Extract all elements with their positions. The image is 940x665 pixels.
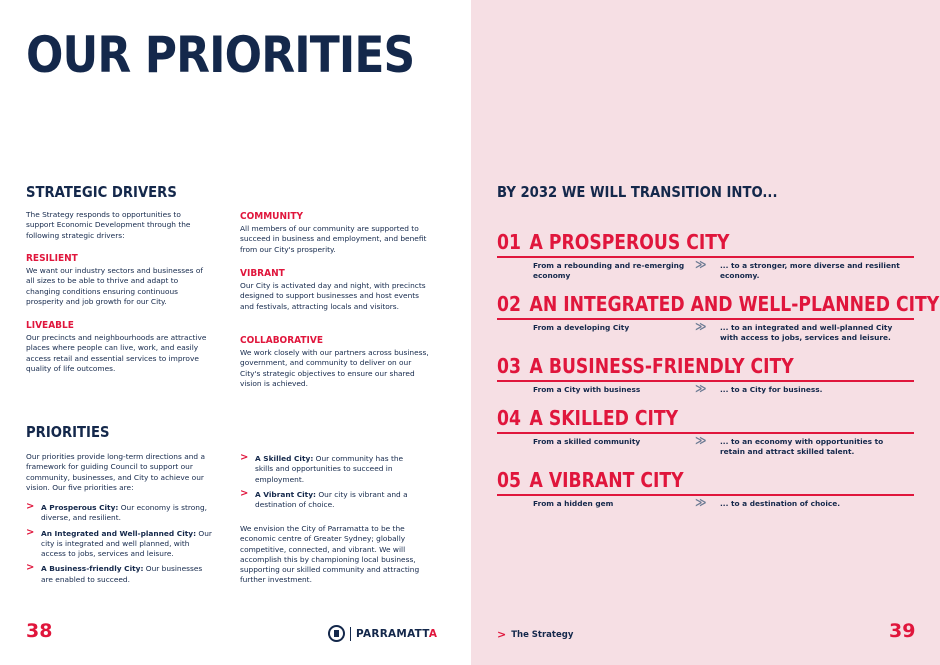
- driver-label: RESILIENT: [26, 253, 78, 264]
- priority-item: > A Business-friendly City: Our businesses are enabled to succeed.: [26, 562, 203, 584]
- double-chevron-icon: ≫: [695, 496, 707, 509]
- strategic-drivers-intro: The Strategy responds to opportunities to support Economic Development through the following strategic drivers:: [26, 210, 191, 240]
- transition-title: 01 A PROSPEROUS CITY: [497, 230, 730, 254]
- double-chevron-icon: ≫: [695, 258, 707, 271]
- transition-row: [497, 354, 914, 407]
- transition-row: [497, 230, 914, 283]
- driver-text: Our precincts and neighbourhoods are attractive places where people can live, work, and easily access retail and essential services to improve quality of life outcomes.: [26, 333, 207, 373]
- strategic-drivers-heading: STRATEGIC DRIVERS: [26, 183, 177, 201]
- bullet-arrow-icon: >: [240, 487, 249, 499]
- driver-text: Our City is activated day and night, with precincts designed to support businesses and host events and festivals, attracting locals and visitors.: [240, 281, 426, 311]
- transition-to: ... to a City for business.: [720, 385, 823, 394]
- transition-row: [497, 406, 914, 459]
- transition-detail: [497, 382, 914, 407]
- driver-resilient: [26, 253, 211, 307]
- page-title: OUR PRIORITIES: [26, 26, 415, 84]
- bullet-arrow-icon: >: [26, 501, 35, 512]
- priority-item: > An Integrated and Well-planned City: Our city is integrated and well planned, with access to jobs, services and leisure.: [26, 526, 212, 559]
- transition-to: ... to a destination of choice.: [720, 499, 841, 508]
- driver-label: VIBRANT: [240, 268, 285, 279]
- transition-detail: [497, 434, 914, 459]
- transition-detail: [497, 258, 914, 283]
- section-footer: [497, 628, 573, 641]
- priority-item: > A Vibrant City: Our city is vibrant and a destination of choice.: [240, 487, 408, 510]
- priorities-intro: Our priorities provide long-term directions and a framework for guiding Council to support our community, businesses, and City to achieve our vision. Our five priorities are:: [26, 452, 205, 492]
- transition-title: 03 A BUSINESS-FRIENDLY CITY: [497, 354, 794, 378]
- logo-divider: [350, 627, 351, 641]
- vision-statement: We envision the City of Parramatta to be the economic centre of Greater Sydney; globally competitive, connected, and vibrant. We will accomplish this by championing local business, supporting our skilled community and attracting further investment.: [240, 524, 420, 585]
- double-chevron-icon: ≫: [695, 320, 707, 333]
- parramatta-logo: [328, 625, 442, 642]
- transition-detail: [497, 320, 914, 345]
- transition-from: From a rebounding and re-emerging economy: [533, 261, 685, 280]
- driver-vibrant: [240, 268, 430, 312]
- driver-text: All members of our community are supported to succeed in business and employment, and benefit from our City's prosperity.: [240, 224, 427, 254]
- driver-label: LIVEABLE: [26, 320, 74, 331]
- page-number-right: 39: [889, 620, 916, 642]
- double-chevron-icon: ≫: [695, 382, 707, 395]
- bullet-arrow-icon: >: [26, 562, 35, 574]
- transition-to: ... to a stronger, more diverse and resilient economy.: [720, 261, 900, 280]
- driver-text: We want our industry sectors and businesses of all sizes to be able to thrive and adapt to changing conditions ensuring continuous prosperity and job growth for our City.: [26, 266, 203, 306]
- driver-label: COMMUNITY: [240, 211, 304, 222]
- transition-from: From a hidden gem: [533, 499, 614, 508]
- page-number-left: 38: [26, 620, 53, 642]
- logo-wordmark: PARRAMATTA: [356, 627, 438, 640]
- driver-liveable: [26, 320, 211, 374]
- driver-community: [240, 211, 430, 255]
- priority-item: > A Prosperous City: Our economy is strong, diverse, and resilient.: [26, 501, 207, 523]
- transition-title: 05 A VIBRANT CITY: [497, 468, 684, 492]
- transition-detail: [497, 496, 914, 521]
- priorities-list-right: [240, 454, 420, 515]
- chevron-right-icon: >: [497, 628, 507, 641]
- city-crest-icon: [328, 625, 345, 642]
- bullet-arrow-icon: >: [26, 526, 35, 538]
- driver-collaborative: [240, 335, 430, 389]
- transition-to: ... to an integrated and well-planned City with access to jobs, services and leisure.: [720, 323, 893, 342]
- transition-row: [497, 292, 940, 345]
- transition-title: 02 AN INTEGRATED AND WELL-PLANNED CITY: [497, 292, 940, 316]
- driver-text: We work closely with our partners across business, government, and community to deliver on our City's strategic objectives to ensure our shared vision is achieved.: [240, 348, 429, 388]
- transition-title: 04 A SKILLED CITY: [497, 406, 679, 430]
- transition-from: From a City with business: [533, 385, 641, 394]
- section-label: The Strategy: [511, 629, 574, 640]
- driver-label: COLLABORATIVE: [240, 335, 324, 346]
- transition-from: From a skilled community: [533, 437, 641, 446]
- double-chevron-icon: ≫: [695, 434, 707, 447]
- priority-item: > A Skilled City: Our community has the skills and opportunities to succeed in employment.: [240, 452, 404, 484]
- transition-row: [497, 468, 914, 521]
- priorities-list-left: [26, 503, 216, 590]
- transition-heading: BY 2032 WE WILL TRANSITION INTO...: [497, 183, 778, 201]
- bullet-arrow-icon: >: [240, 452, 249, 463]
- priorities-heading: PRIORITIES: [26, 423, 110, 441]
- transition-to: ... to an economy with opportunities to retain and attract skilled talent.: [720, 437, 884, 456]
- transition-from: From a developing City: [533, 323, 630, 332]
